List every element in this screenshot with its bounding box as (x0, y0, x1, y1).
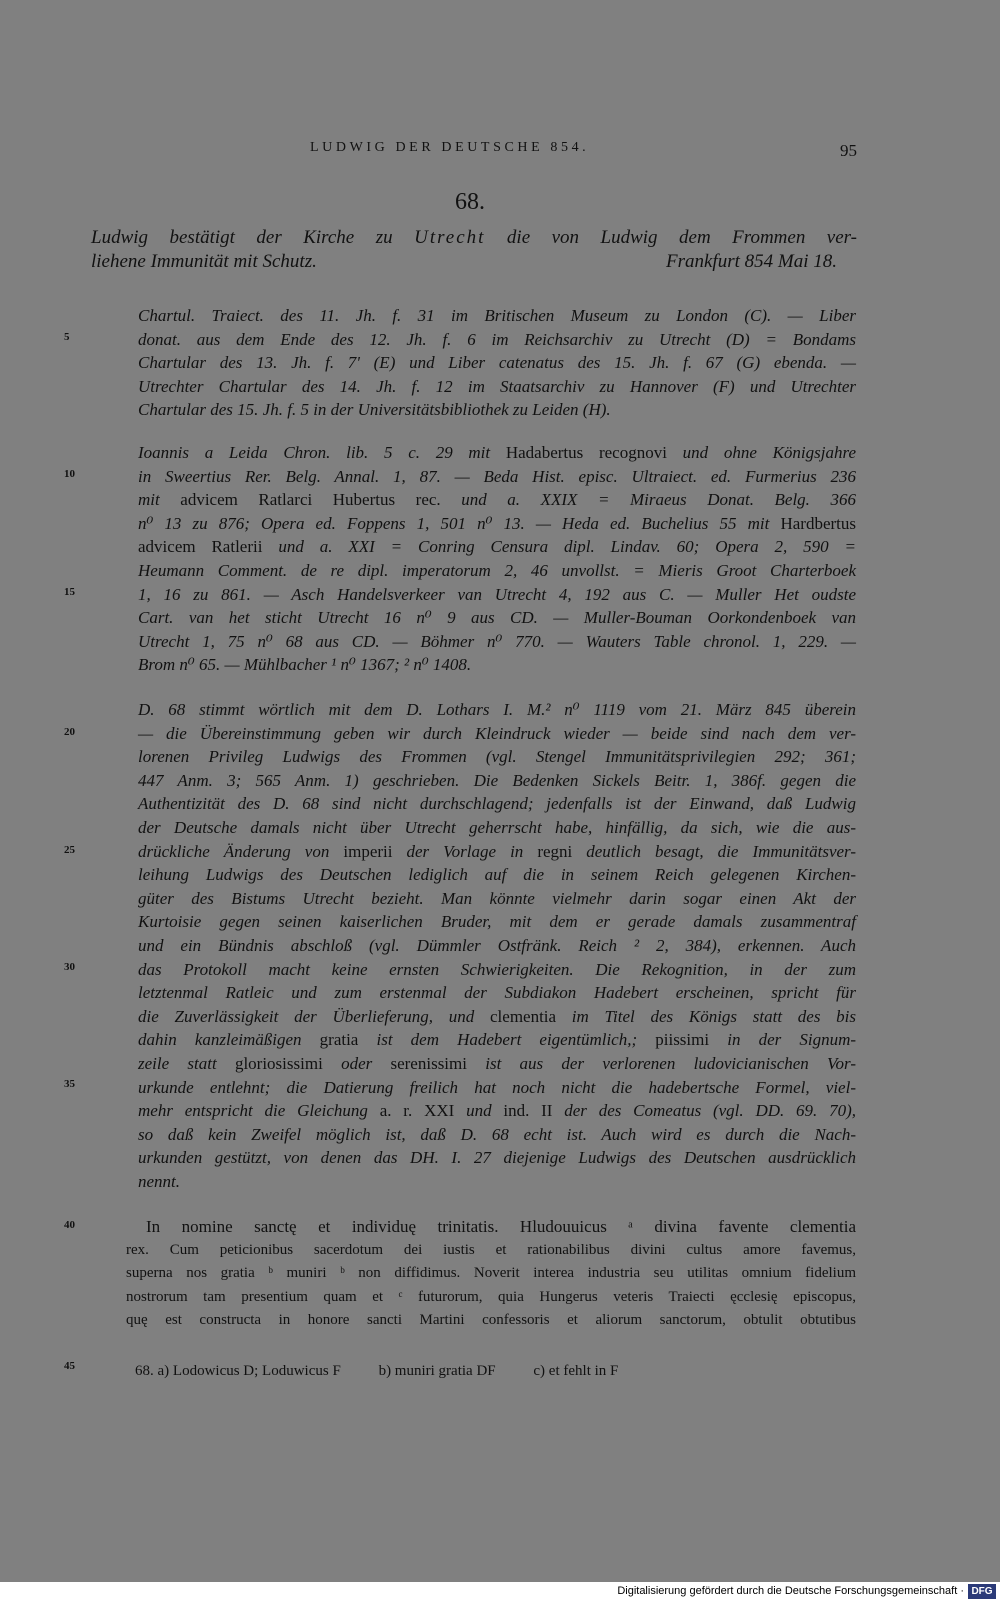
text-line (138, 1028, 856, 1052)
regest-text: liehene Immunität mit Schutz. (91, 251, 317, 272)
text-line (138, 559, 856, 583)
quoted-latin: ind. II (503, 1101, 553, 1121)
text-segment: und a. XXI = Conring Censura dipl. Lindav. 60; Opera 2, 590 = (262, 537, 856, 557)
text-segment: Kurtoisie gegen seinen kaiserlichen Bruder, mit dem er gerade damals zusammentraf (138, 912, 856, 932)
text-line (138, 863, 856, 887)
text-segment: Authentizität des D. 68 sind nicht durchschlagend; jedenfalls ist der Einwand, daß Ludwig (138, 794, 856, 814)
running-title: LUDWIG DER DEUTSCHE 854. (310, 140, 590, 155)
text-segment: so daß kein Zweifel möglich ist, daß D. 68 echt ist. Auch wird es durch die Nach- (138, 1124, 856, 1144)
footnote-c: c) et fehlt in F (533, 1363, 619, 1379)
regest-line-1 (91, 226, 857, 250)
text-line (138, 769, 856, 793)
text-line (138, 1170, 856, 1194)
text-line (138, 698, 856, 722)
text-segment: der des Comeatus (vgl. DD. 69. 70), (552, 1101, 857, 1121)
regest-text: die von Ludwig dem Frommen ver- (506, 227, 858, 248)
text-line (138, 934, 856, 958)
quoted-latin: Hadabertus recognovi (505, 443, 667, 462)
regest-date: Frankfurt 854 Mai 18. (666, 251, 837, 272)
text-segment: ist aus der verlorenen ludovicianischen Vor- (466, 1053, 856, 1073)
text-line (138, 488, 856, 512)
quoted-latin: gratia (319, 1030, 359, 1050)
digitization-footer (0, 1582, 1000, 1603)
margin-line-number: 10 (64, 468, 75, 480)
text-line (138, 958, 856, 982)
text-line (138, 630, 856, 654)
page-number: 95 (840, 141, 857, 160)
dfg-logo: DFG (968, 1584, 996, 1599)
regest (91, 226, 857, 274)
margin-line-number: 15 (64, 586, 75, 598)
text-segment: letztenmal Ratleic und zum erstenmal der Subdiakon Hadebert erscheinen, spricht für (138, 983, 856, 1003)
text-segment: mehr entspricht die Gleichung (138, 1101, 380, 1121)
margin-line-number: 30 (64, 961, 75, 973)
text-line (138, 535, 856, 559)
document-number: 68. (455, 189, 485, 215)
text-segment: Utrecht 1, 75 n⁰ 68 aus CD. — Böhmer n⁰ 770. — Wauters Table chronol. 1, 229. — (138, 631, 856, 651)
charter-text (126, 1215, 856, 1333)
page-header (310, 140, 870, 160)
text-segment: der Vorlage in (392, 841, 538, 861)
quoted-latin: clementia (490, 1006, 557, 1026)
text-segment: die Zuverlässigkeit der Überlieferung, und (138, 1006, 490, 1026)
text-segment: das Protokoll macht keine ernsten Schwierigkeiten. Die Rekognition, in der zum (138, 959, 856, 979)
text-line (138, 1099, 856, 1123)
charter-line: rex. Cum peticionibus sacerdotum dei iustis et rationabilibus divini cultus amore favemus, (126, 1241, 856, 1258)
regest-place: Utrecht (414, 227, 486, 248)
text-segment: und ein Bündnis abschloß (vgl. Dümmler Ostfränk. Reich ² 2, 384), erkennen. Auch (138, 935, 856, 955)
text-segment: Ioannis a Leida Chron. lib. 5 c. 29 mit (138, 443, 506, 462)
text-segment: 447 Anm. 3; 565 Anm. 1) geschrieben. Die Bedenken Sickels Beitr. 1, 386f. gegen die (138, 770, 856, 790)
text-segment: urkunde entlehnt; die Datierung freilich hat noch nicht die hadebertsche Formel, viel- (138, 1077, 856, 1097)
quoted-latin: advicem Ratlerii (138, 537, 263, 557)
charter-line: quę est constructa in honore sancti Martini confessoris et aliorum sanctorum, obtulit obtutibus (126, 1312, 856, 1328)
text-line (138, 512, 856, 536)
text-line (138, 1146, 856, 1170)
text-line: Chartul. Traiect. des 11. Jh. f. 31 im Britischen Museum zu London (C). — Liber (138, 306, 856, 325)
quoted-latin: piissimi (655, 1030, 710, 1050)
regest-line-2 (91, 250, 857, 274)
text-segment: der Deutsche damals nicht über Utrecht geherrscht habe, hinfällig, da sich, wie die aus- (138, 817, 856, 837)
text-line: Utrechter Chartular des 14. Jh. f. 12 im Staatsarchiv zu Hannover (F) und Utrechter (138, 376, 856, 396)
text-line (138, 1076, 856, 1100)
text-line (138, 1052, 856, 1076)
text-segment: und ohne Königsjahre (666, 443, 857, 462)
text-segment: mit (138, 490, 181, 510)
regest-text: Ludwig bestätigt der Kirche zu (91, 227, 393, 248)
text-segment: und (454, 1101, 504, 1121)
text-line: Chartular des 13. Jh. f. 7' (E) und Liber catenatus des 15. Jh. f. 67 (G) ebenda. — (138, 353, 856, 373)
text-line (138, 1123, 856, 1147)
text-segment: drückliche Änderung von (138, 841, 344, 861)
footnote-b: b) muniri gratia DF (378, 1363, 496, 1379)
text-segment: Cart. van het sticht Utrecht 16 n⁰ 9 aus CD. — Muller-Bouman Oorkondenboek van (138, 608, 856, 628)
text-line (138, 722, 856, 746)
text-segment: Brom n⁰ 65. — Mühlbacher ¹ n⁰ 1367; ² n⁰ 1408. (138, 655, 472, 675)
text-segment: deutlich besagt, die Immunitätsver- (572, 841, 856, 861)
text-segment: in Sweertius Rer. Belg. Annal. 1, 87. — Beda Hist. episc. Ultraiect. ed. Furmerius 236 (138, 466, 856, 486)
text-line (138, 816, 856, 840)
quoted-latin: regni (537, 841, 573, 861)
charter-line: In nomine sanctę et individuę trinitatis. Hludouuicus ᵃ divina favente clementia (146, 1217, 856, 1236)
text-segment: im Titel des Königs statt des bis (556, 1006, 857, 1026)
margin-line-number: 40 (64, 1219, 75, 1231)
quoted-latin: advicem Ratlarci Hubertus rec. (180, 490, 441, 510)
text-line (138, 465, 856, 489)
text-line (138, 653, 856, 677)
text-segment: 1, 16 zu 861. — Asch Handelsverkeer van Utrecht 4, 192 aus C. — Muller Het oudste (138, 584, 856, 604)
editions-list (138, 441, 856, 677)
text-line (138, 981, 856, 1005)
margin-line-number: 25 (64, 844, 75, 856)
text-line: Chartular des 15. Jh. f. 5 in der Universitätsbibliothek zu Leiden (H). (138, 400, 611, 420)
text-segment: ist dem Hadebert eigentümlich,; (358, 1030, 656, 1050)
text-line (138, 583, 856, 607)
margin-line-number: 5 (64, 331, 70, 343)
margin-line-number: 35 (64, 1078, 75, 1090)
text-line (138, 441, 856, 465)
text-segment: zeile statt (138, 1053, 235, 1073)
text-segment: dahin kanzleimäßigen (138, 1030, 320, 1050)
text-segment: urkunden gestützt, von denen das DH. I. 27 diejenige Ludwigs des Deutschen ausdrücklich (138, 1148, 856, 1168)
footnote-a: 68. a) Lodowicus D; Loduwicus F (135, 1363, 341, 1379)
quoted-latin: gloriosissimi (234, 1053, 323, 1073)
text-line (138, 745, 856, 769)
digitization-credit: Digitalisierung gefördert durch die Deutsche Forschungsgemeinschaft · (617, 1585, 964, 1597)
text-segment: Heumann Comment. de re dipl. imperatorum 2, 46 unvollst. = Mieris Groot Charterboek (138, 560, 856, 580)
text-line (138, 606, 856, 630)
commentary (138, 698, 856, 1193)
quoted-latin: a. r. XXI (379, 1101, 455, 1121)
manuscript-tradition (138, 304, 856, 422)
text-line (138, 792, 856, 816)
text-segment: nennt. (138, 1171, 181, 1191)
text-segment: güter des Bistums Utrecht bezieht. Man könnte vielmehr darin sogar einen Akt der (138, 888, 856, 908)
text-segment: D. 68 stimmt wörtlich mit dem D. Lothars I. M.² n⁰ 1119 vom 21. März 845 überein (138, 700, 856, 719)
text-segment: oder (322, 1053, 391, 1073)
footnotes (135, 1363, 652, 1380)
charter-line: nostrorum tam presentium quam et ᶜ futurorum, quia Hungerus veteris Traiecti ęcclesię episcopus, (126, 1288, 856, 1305)
text-segment: — die Übereinstimmung geben wir durch Kleindruck wieder — beide sind nach dem ver- (138, 723, 856, 743)
quoted-latin: Hardbertus (780, 513, 856, 533)
text-line (138, 887, 856, 911)
text-segment: in der Signum- (709, 1030, 857, 1050)
text-line: donat. aus dem Ende des 12. Jh. f. 6 im Reichsarchiv zu Utrecht (D) = Bondams (138, 329, 856, 349)
text-line (138, 840, 856, 864)
text-segment: lorenen Privileg Ludwigs des Frommen (vgl. Stengel Immunitätsprivilegien 292; 361; (138, 747, 856, 767)
quoted-latin: imperii (343, 841, 393, 861)
text-segment: und a. XXIX = Miraeus Donat. Belg. 366 (440, 490, 856, 510)
text-segment: n⁰ 13 zu 876; Opera ed. Foppens 1, 501 n⁰ 13. — Heda ed. Buchelius 55 mit (138, 513, 781, 533)
text-line (138, 1005, 856, 1029)
margin-line-number: 20 (64, 726, 75, 738)
margin-line-number: 45 (64, 1360, 75, 1372)
text-segment: leihung Ludwigs des Deutschen lediglich auf die in seinem Reich gelegenen Kirchen- (138, 865, 856, 885)
text-line (138, 910, 856, 934)
quoted-latin: serenissimi (390, 1053, 467, 1073)
charter-line: superna nos gratia ᵇ muniri ᵇ non diffidimus. Noverit interea industria seu utilitas omnium fidelium (126, 1265, 856, 1281)
